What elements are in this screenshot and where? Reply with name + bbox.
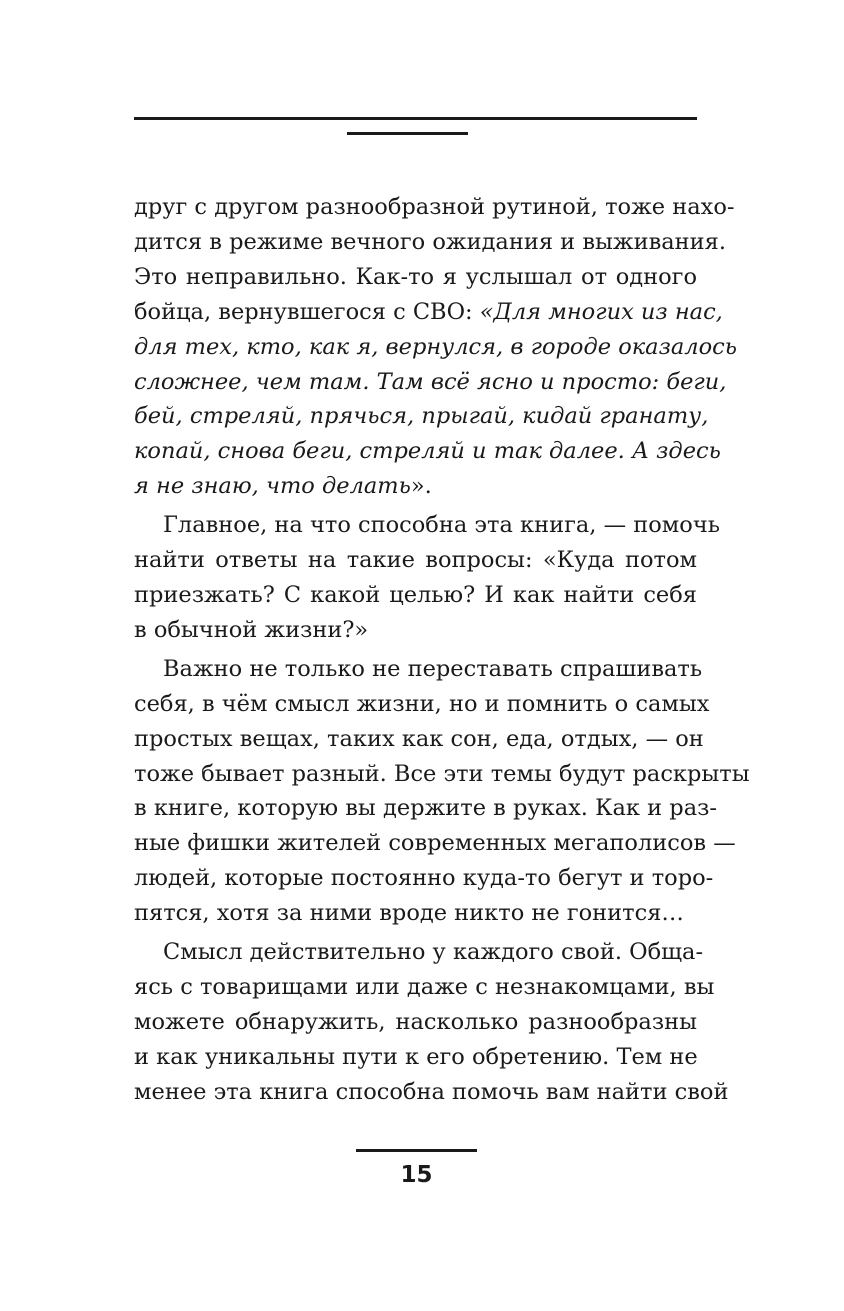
paragraph-3 xyxy=(134,652,750,931)
text-line: в книге, которую вы держите в руках. Как и раз- xyxy=(134,795,717,822)
text-line: себя, в чём смысл жизни, но и помнить о самых xyxy=(134,690,710,717)
quote-text: копай, снова беги, стреляй и так далее. А здесь xyxy=(134,438,721,465)
quote-text: бей, стреляй, прячься, прыгай, кидай гранату, xyxy=(134,403,709,430)
text-line: Смысл действительно у каждого свой. Обща- xyxy=(163,939,704,966)
text-line: я не знаю, что делать». xyxy=(134,473,432,500)
quote-text: я не знаю, что делать xyxy=(134,473,411,500)
text-line xyxy=(134,330,738,365)
text-line: простых вещах, таких как сон, еда, отдых, — он xyxy=(134,725,704,752)
text-line: приезжать? С какой целью? И как найти себя xyxy=(134,581,697,608)
text-line: можете обнаружить, насколько разнообразны xyxy=(134,1008,697,1035)
header-rule xyxy=(134,117,697,120)
text-line: найти ответы на такие вопросы: «Куда потом xyxy=(134,547,697,574)
text-line: ные фишки жителей современных мегаполисов — xyxy=(134,830,736,857)
paragraph-4 xyxy=(134,935,729,1110)
text-line: ясь с товарищами или даже с незнакомцами, вы xyxy=(134,973,715,1000)
text-line: тоже бывает разный. Все эти темы будут раскрыты xyxy=(134,760,750,787)
text-line: менее эта книга способна помочь вам найти свой xyxy=(134,1078,729,1105)
paragraph-1 xyxy=(134,190,738,504)
text-line: бойца, вернувшегося с СВО: «Для многих из нас, xyxy=(134,298,723,325)
text-line xyxy=(134,365,727,400)
text-line xyxy=(134,399,709,434)
header-sub-rule xyxy=(347,132,468,135)
text-line: людей, которые постоянно куда-то бегут и торо- xyxy=(134,865,714,892)
paragraph-2 xyxy=(134,508,720,648)
quote-text: для тех, кто, как я, вернулся, в городе оказалось xyxy=(134,333,738,360)
quote-text: сложнее, чем там. Там всё ясно и просто: беги, xyxy=(134,368,727,395)
footer-rule xyxy=(356,1149,477,1152)
text-line xyxy=(134,434,721,469)
text-line: пятся, хотя за ними вроде никто не гонится… xyxy=(134,900,684,927)
text-line: в обычной жизни?» xyxy=(134,616,369,643)
text-line: Важно не только не переставать спрашивать xyxy=(163,655,703,682)
text-line: друг с другом разнообразной рутиной, тоже нахо- xyxy=(134,194,735,220)
page-number: 15 xyxy=(400,1162,433,1188)
text-line: и как уникальны пути к его обретению. Тем не xyxy=(134,1043,698,1070)
text-line: дится в режиме вечного ожидания и выживания. xyxy=(134,228,727,255)
text-line: Это неправильно. Как-то я услышал от одного xyxy=(134,263,697,290)
body-text xyxy=(134,190,750,1110)
text-line: Главное, на что способна эта книга, — помочь xyxy=(163,512,720,539)
quote-text: «Для многих из нас, xyxy=(479,298,723,325)
